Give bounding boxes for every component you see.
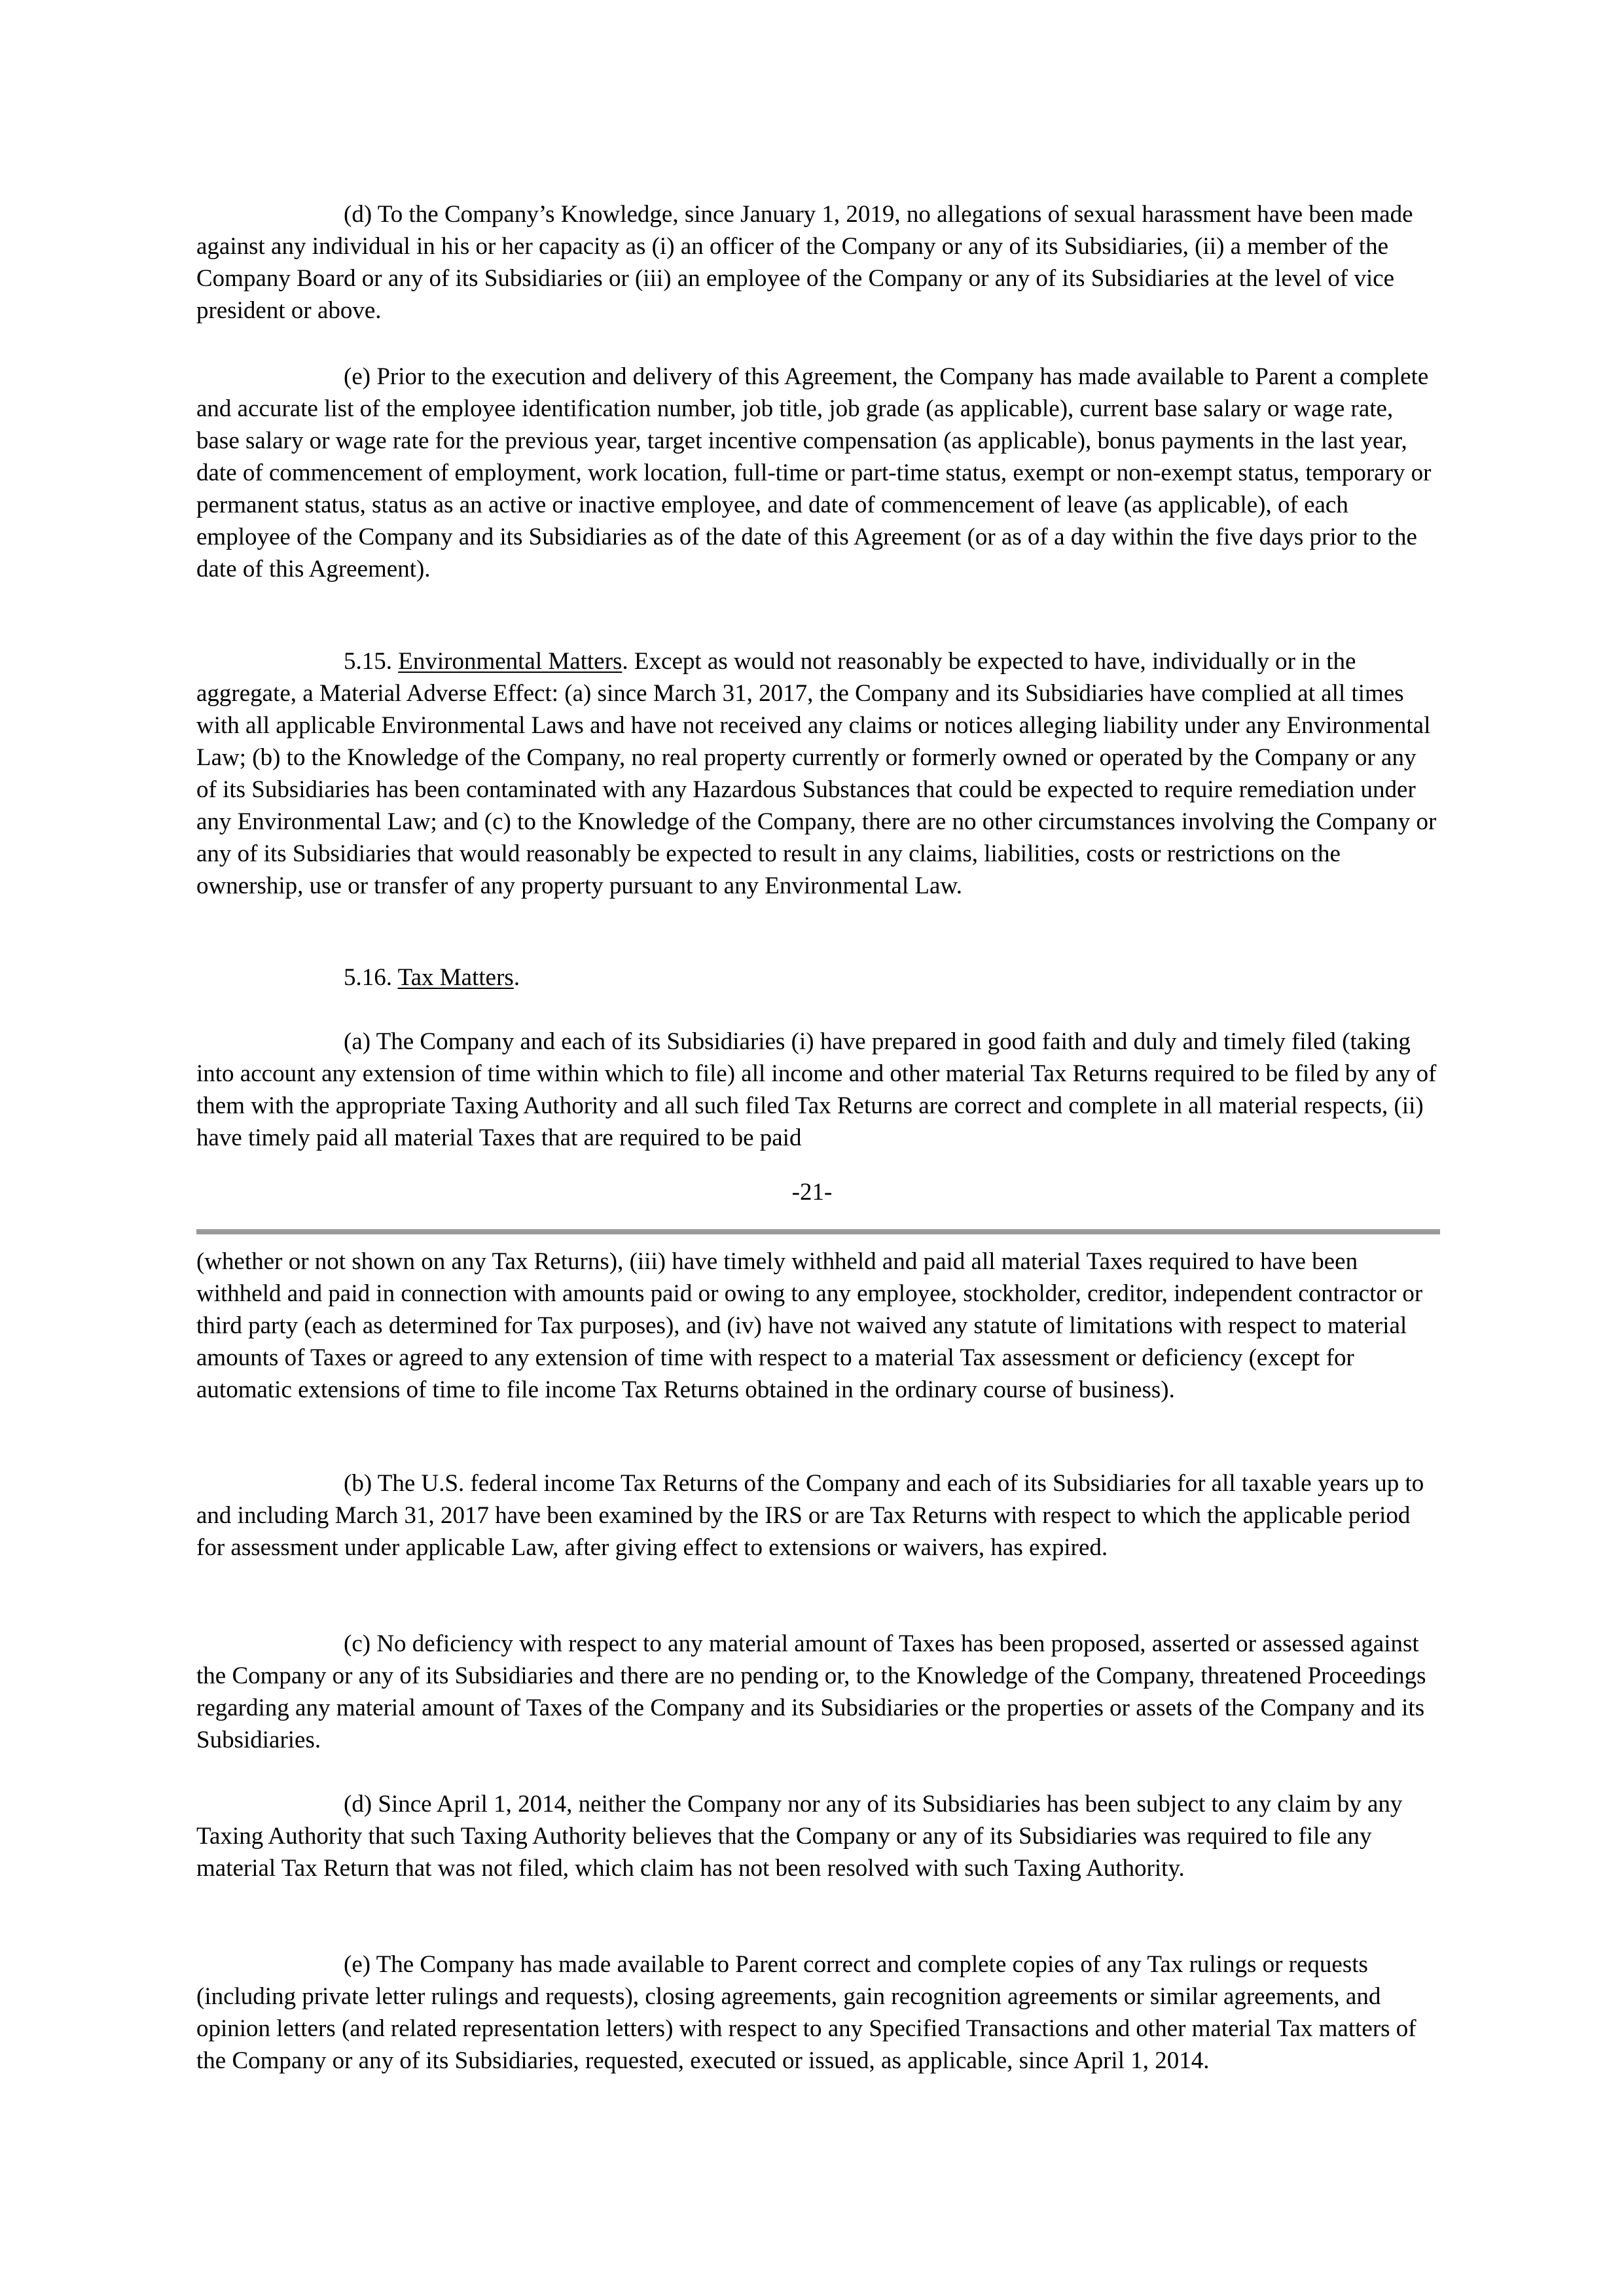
section-body: . Except as would not reasonably be expected to have, individually or in the aggregate, a Material Adverse Effect: (a) since March 31, 2017, the Company and its Subsidiaries have complied at all times with all applicable Environmental Laws and have not received any claims or notices alleging liability under any Environmental Law; (b) to the Knowledge of the Company, no real property currently or formerly owned or operated by the Company or any of its Subsidiaries has been contaminated with any Hazardous Substances that could be expected to require remediation under any Environmental Law; and (c) to the Knowledge of the Company, there are no other circumstances involving the Company or any of its Subsidiaries that would reasonably be expected to result in any claims, liabilities, costs or restrictions on the ownership, use or transfer of any property pursuant to any Environmental Law. bbox=[196, 648, 1437, 899]
section-number: 5.16. bbox=[344, 964, 392, 991]
paragraph-5-16-a: (a) The Company and each of its Subsidiaries (i) have prepared in good faith and duly and timely filed (taking into account any extension of time within which to file) all income and other material Tax Returns required to be filed by any of them with the appropriate Taxing Authority and all such filed Tax Returns are correct and complete in all material respects, (ii) have timely paid all material Taxes that are required to be paid bbox=[196, 1028, 1437, 1151]
paragraph-5-14-d: (d) To the Company’s Knowledge, since January 1, 2019, no allegations of sexual harassment have been made against any individual in his or her capacity as (i) an officer of the Company or any of its Subsidiaries, (ii) a member of the Company Board or any of its Subsidiaries or (iii) an employee of the Company or any of its Subsidiaries at the level of vice president or above. bbox=[196, 201, 1413, 324]
page-number: -21- bbox=[791, 1179, 833, 1206]
paragraph-5-14-e: (e) Prior to the execution and delivery of this Agreement, the Company has made available to Parent a complete and accurate list of the employee identification number, job title, job grade (as applicable), current base salary or wage rate, base salary or wage rate for the previous year, target incentive compensation (as applicable), bonus payments in the last year, date of commencement of employment, work location, full-time or part-time status, exempt or non-exempt status, temporary or permanent status, status as an active or inactive employee, and date of commencement of leave (as applicable), of each employee of the Company and its Subsidiaries as of the date of this Agreement (or as of a day within the five days prior to the date of this Agreement). bbox=[196, 363, 1432, 583]
page-break-divider bbox=[196, 1229, 1440, 1234]
section-heading: Tax Matters bbox=[397, 964, 514, 991]
section-number: 5.15. bbox=[344, 648, 392, 675]
section-heading: Environmental Matters bbox=[398, 648, 623, 675]
paragraph-5-16-d: (d) Since April 1, 2014, neither the Company nor any of its Subsidiaries has been subject to any claim by any Taxing Authority that such Taxing Authority believes that the Company or any of its Subsidiaries was required to file any material Tax Return that was not filed, which claim has not been resolved with such Taxing Authority. bbox=[196, 1791, 1403, 1882]
section-5-15-environmental-matters bbox=[196, 645, 1440, 902]
paragraph-5-16-a-continued: (whether or not shown on any Tax Returns), (iii) have timely withheld and paid all material Taxes required to have been withheld and paid in connection with amounts paid or owing to any employee, stockholder, creditor, independent contractor or third party (each as determined for Tax purposes), and (iv) have not waived any statute of limitations with respect to material amounts of Taxes or agreed to any extension of time with respect to a material Tax assessment or deficiency (except for automatic extensions of time to file income Tax Returns obtained in the ordinary course of business). bbox=[196, 1248, 1423, 1403]
paragraph-5-16-b: (b) The U.S. federal income Tax Returns of the Company and each of its Subsidiaries for all taxable years up to and including March 31, 2017 have been examined by the IRS or are Tax Returns with respect to which the applicable period for assessment under applicable Law, after giving effect to extensions or waivers, has expired. bbox=[196, 1470, 1424, 1561]
paragraph-5-16-c: (c) No deficiency with respect to any material amount of Taxes has been proposed, asserted or assessed against the Company or any of its Subsidiaries and there are no pending or, to the Knowledge of the Company, threatened Proceedings regarding any material amount of Taxes of the Company and its Subsidiaries or the properties or assets of the Company and its Subsidiaries. bbox=[196, 1630, 1426, 1753]
paragraph-5-16-e: (e) The Company has made available to Parent correct and complete copies of any Tax rulings or requests (including private letter rulings and requests), closing agreements, gain recognition agreements or similar agreements, and opinion letters (and related representation letters) with respect to any Specified Transactions and other material Tax matters of the Company or any of its Subsidiaries, requested, executed or issued, as applicable, since April 1, 2014. bbox=[196, 1951, 1416, 2074]
section-heading-period: . bbox=[513, 964, 520, 991]
section-5-16-tax-matters bbox=[196, 961, 1440, 994]
